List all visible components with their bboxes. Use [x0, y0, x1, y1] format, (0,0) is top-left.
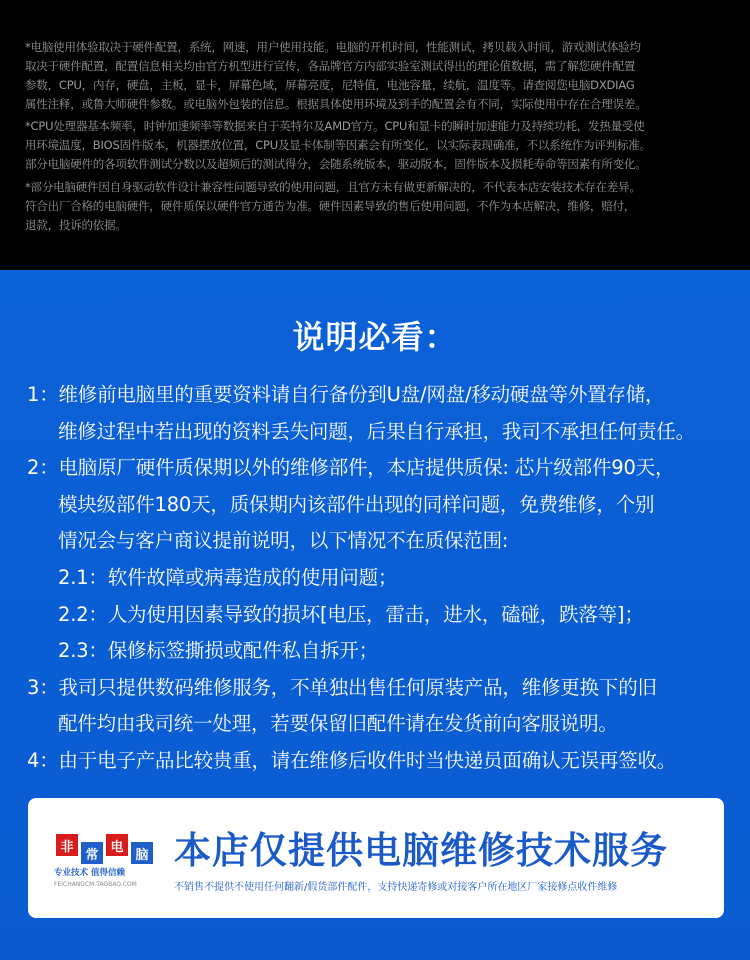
logo-mark	[56, 834, 156, 864]
notice-heading: 说明必看：	[292, 318, 458, 356]
notice-line: 维修过程中若出现的资料丢失问题，后果自行承担，我司不承担任何责任。	[58, 419, 695, 443]
notice-line: 情况会与客户商议提前说明，以下情况不在质保范围:	[58, 529, 509, 553]
banner-title: 本店仅提供电脑维修技术服务	[174, 829, 668, 872]
shop-logo	[54, 828, 164, 898]
notice-line: 2：电脑原厂硬件质保期以外的维修部件，本店提供质保: 芯片级部件90天，	[27, 456, 675, 480]
notice-line: 2.2：人为使用因素导致的损坏[电压，雷击，进水，磕碰，跌落等]；	[58, 602, 644, 626]
logo-tagline: 专业技术 值得信赖	[54, 868, 125, 878]
disclaimer-paragraph-1	[25, 38, 730, 114]
logo-char: 电	[106, 834, 128, 856]
notice-line: 模块级部件180天，质保期内该部件出现的同样问题，免费维修，个别	[58, 492, 655, 516]
notice-line: 4：由于电子产品比较贵重，请在维修后收件时当快递员面确认无误再签收。	[27, 748, 677, 772]
banner-note: 不销售不提供不使用任何翻新/假货部件配件，支持快递寄修或对接客户所在地区厂家接修点收件维修	[174, 882, 618, 893]
notice-line: 1：维修前电脑里的重要资料请自行备份到U盘/网盘/移动硬盘等外置存储，	[27, 383, 665, 406]
notice-line: 配件均由我司统一处理，若要保留旧配件请在发货前向客服说明。	[58, 712, 618, 736]
disclaimer-line: 用环境温度，BIOS固件版本，机器摆放位置，CPU及显卡体制等因素会有所变化，以实际表现确准，不以系统作为评判标准。	[25, 138, 651, 152]
notice-line: 3：我司只提供数码维修服务，不单独出售任何原装产品，维修更换下的旧	[27, 675, 657, 699]
logo-char: 非	[56, 834, 78, 856]
disclaimer-line: *CPU处理器基本频率，时钟加速频率等数据来自于英特尔及AMD官方。CPU和显卡的瞬时加速能力及持续功耗，发热量受使	[25, 119, 645, 133]
notice-line: 2.1：软件故障或病毒造成的使用问题；	[58, 565, 398, 589]
disclaimer-line: 部分电脑硬件的各项软件测试分数以及超频后的测试得分，会随系统版本，驱动版本，固件版本及损耗寿命等因素有所变化。	[25, 157, 647, 171]
notice-line: 2.3：保修标签撕损或配件私自拆开；	[58, 639, 378, 663]
disclaimer-line: 符合出厂合格的电脑硬件，硬件质保以硬件官方通告为准。硬件因素导致的售后使用问题，不作为本店解决，维修，赔付，	[25, 199, 636, 213]
disclaimer-section	[0, 0, 750, 270]
notice-list	[27, 377, 737, 780]
disclaimer-line: *部分电脑硬件因自身驱动软件设计兼容性问题导致的使用问题，且官方未有做更新解决的，不代表本店安装技术存在差异。	[25, 180, 641, 194]
disclaimer-line: *电脑使用体验取决于硬件配置，系统，网速，用户使用技能。电脑的开机时间，性能测试，拷贝载入时间，游戏测试体验均	[25, 40, 641, 54]
logo-char: 常	[81, 842, 103, 864]
disclaimer-line: 退款，投诉的依据。	[25, 218, 127, 232]
disclaimer-paragraph-2	[25, 117, 730, 174]
disclaimer-line: 参数，CPU，内存，硬盘，主板，显卡，屏幕色域，屏幕亮度，尼特值，电池容量，续航，温度等。请查阅您电脑DXDIAG	[25, 78, 635, 92]
service-banner	[28, 798, 724, 918]
disclaimer-line: 属性注释，或鲁大师硬件参数。或电脑外包装的信息。根据具体使用环境及到手的配置会有不同，实际使用中存在合理误差。	[25, 97, 647, 111]
logo-char: 脑	[131, 842, 153, 864]
logo-url: FEICHANGCM.TAOBAO.COM	[54, 881, 137, 888]
disclaimer-paragraph-3	[25, 178, 730, 235]
disclaimer-line: 取决于硬件配置，配置信息相关均由官方机型进行宣传，各品牌官方内部实验室测试得出的理论值数据，需了解您硬件配置	[25, 59, 636, 73]
